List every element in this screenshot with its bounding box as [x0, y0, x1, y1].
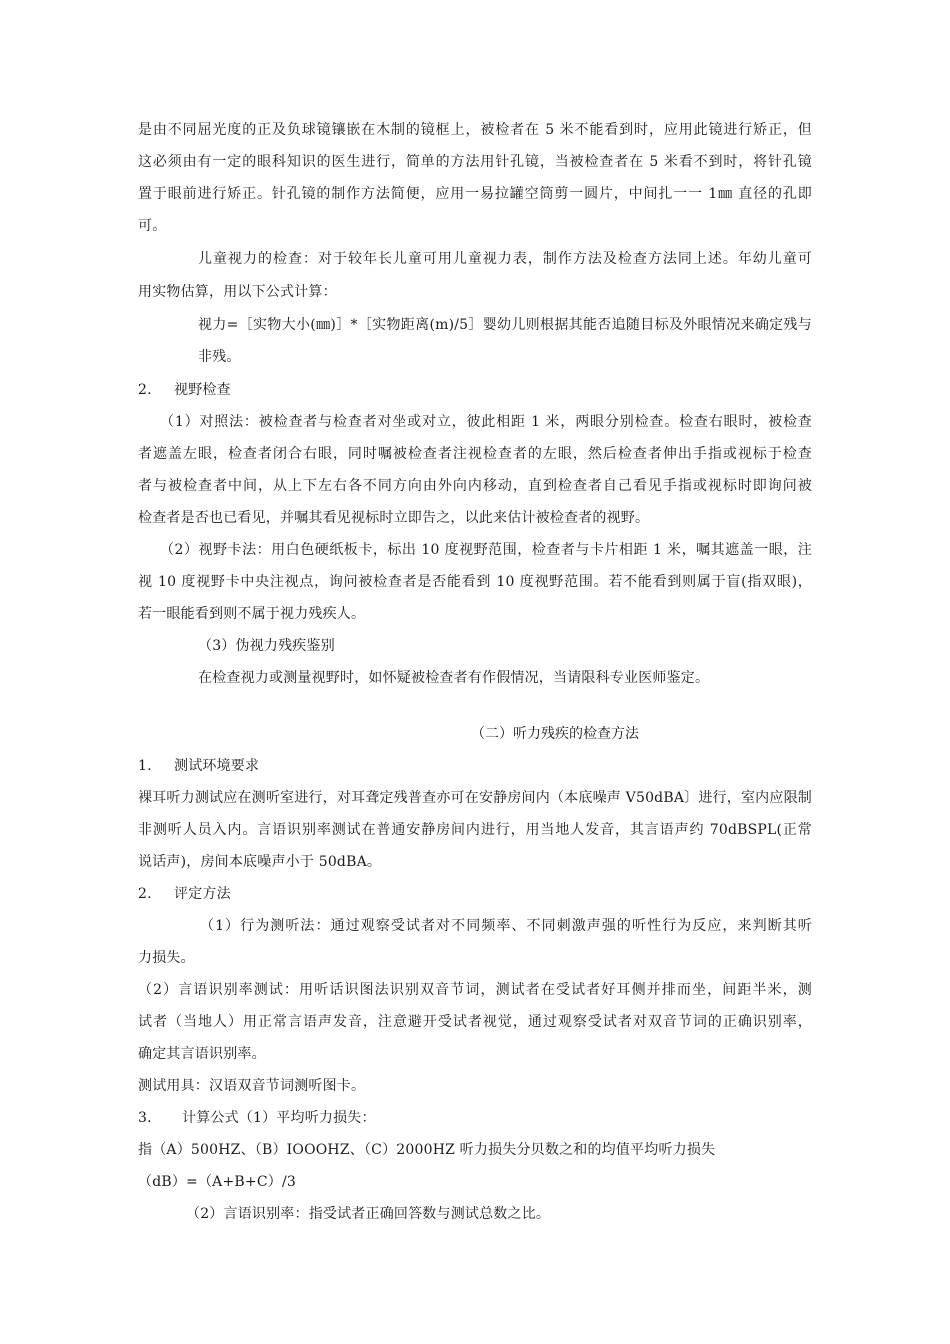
paragraph-line: 者与被检查者中间，从上下左右各不同方向由外向内移动，直到检查者自己看见手指或视标时即询问被 — [138, 478, 812, 494]
paragraph-line: 可。 — [138, 218, 167, 234]
paragraph-line: 说话声)，房间本底噪声小于 50dBA。 — [138, 854, 382, 870]
paragraph-line: 视 10 度视野卡中央注视点，询问被检查者是否能看到 10 度视野范围。若不能看到则属于盲(指双眼)， — [138, 574, 812, 590]
formula-line: 非残。 — [198, 349, 241, 365]
paragraph-line: 这必须由有一定的眼科知识的医生进行，简单的方法用针孔镜，当被检查者在 5 米看不到时，将针孔镜 — [138, 154, 812, 170]
paragraph-line: 若一眼能看到则不属于视力残疾人。 — [138, 606, 366, 622]
section-title: 评定方法 — [174, 886, 231, 902]
paragraph-line: 测试用具：汉语双音节词测听图卡。 — [138, 1078, 366, 1094]
paragraph-line: 儿童视力的检查：对于较年长儿童可用儿童视力表，制作方法及检查方法同上述。年幼儿童可 — [198, 251, 812, 267]
paragraph-line: （1）对照法：被检查者与检查者对坐或对立，彼此相距 1 米，两眼分别检查。检查右眼时，被检查 — [160, 414, 812, 430]
paragraph-line: （2）言语识别率测试：用听话识图法识别双音节词，测试者在受试者好耳侧并排而坐，间距半米，测 — [138, 982, 812, 998]
section-heading — [138, 1108, 376, 1128]
section-heading — [138, 884, 231, 904]
section-heading — [138, 380, 231, 400]
formula-line: （dB）=（A+B+C）/3 — [138, 1174, 296, 1190]
paragraph-line: 是由不同屈光度的正及负球镜镶嵌在木制的镜框上，被检者在 5 米不能看到时，应用此镜进行矫正，但 — [138, 122, 812, 138]
section-title: 计算公式（1）平均听力损失： — [182, 1110, 376, 1126]
chapter-heading: （二）听力残疾的检查方法 — [471, 726, 639, 742]
paragraph-line: 力损失。 — [138, 950, 195, 966]
section-number: 1. — [138, 758, 152, 774]
paragraph-line: 者遮盖左眼，检查者闭合右眼，同时嘱被检查者注视检查者的左眼，然后检查者伸出手指或视标于检查 — [138, 446, 812, 462]
paragraph-line: 置于眼前进行矫正。针孔镜的制作方法简便，应用一易拉罐空筒剪一圆片，中间扎一一 1㎜ 直径的孔即 — [138, 186, 812, 202]
paragraph-line: 在检查视力或测量视野时，如怀疑被检查者有作假情况，当请限科专业医师鉴定。 — [198, 670, 710, 686]
paragraph-line: （2）视野卡法：用白色硬纸板卡，标出 10 度视野范围，检查者与卡片相距 1 米，嘱其遮盖一眼，注 — [160, 542, 812, 558]
paragraph-line: 确定其言语识别率。 — [138, 1046, 266, 1062]
paragraph-line: 检查者是否也已看见，并嘱其看见视标时立即告之，以此来估计被检查者的视野。 — [138, 510, 650, 526]
paragraph-line: 试者（当地人）用正常言语声发音，注意避开受试者视觉，通过观察受试者对双音节词的正确识别率， — [138, 1014, 812, 1030]
paragraph-line: （2）言语识别率：指受试者正确回答数与测试总数之比。 — [186, 1206, 551, 1222]
section-title: 视野检查 — [174, 382, 231, 398]
paragraph-line: 用实物估算，用以下公式计算： — [138, 284, 337, 300]
subsection-title: （3）伪视力残疾鉴别 — [198, 638, 335, 654]
formula-line: 视力=［实物大小(㎜)］*［实物距离(m)/5］婴幼儿则根据其能否追随目标及外眼情况来确定残与 — [198, 317, 812, 333]
section-number: 2. — [138, 382, 152, 398]
section-heading — [138, 756, 259, 776]
section-number: 2. — [138, 886, 152, 902]
paragraph-line: 非测听人员入内。言语识别率测试在普通安静房间内进行，用当地人发音，其言语声约 70dBSPL(正常 — [138, 822, 812, 838]
section-number: 3. — [138, 1110, 152, 1126]
section-title: 测试环境要求 — [174, 758, 260, 774]
paragraph-line: 裸耳听力测试应在测听室进行，对耳聋定残普查亦可在安静房间内（本底噪声 V50dBA〕进行，室内应限制 — [138, 790, 812, 806]
paragraph-line: （1）行为测听法：通过观察受试者对不同频率、不同刺激声强的听性行为反应，来判断其听 — [200, 918, 812, 934]
formula-line: 指（A）500HZ、（B）IOOOHZ、（C）2000HZ 听力损失分贝数之和的均值平均听力损失 — [138, 1142, 716, 1158]
